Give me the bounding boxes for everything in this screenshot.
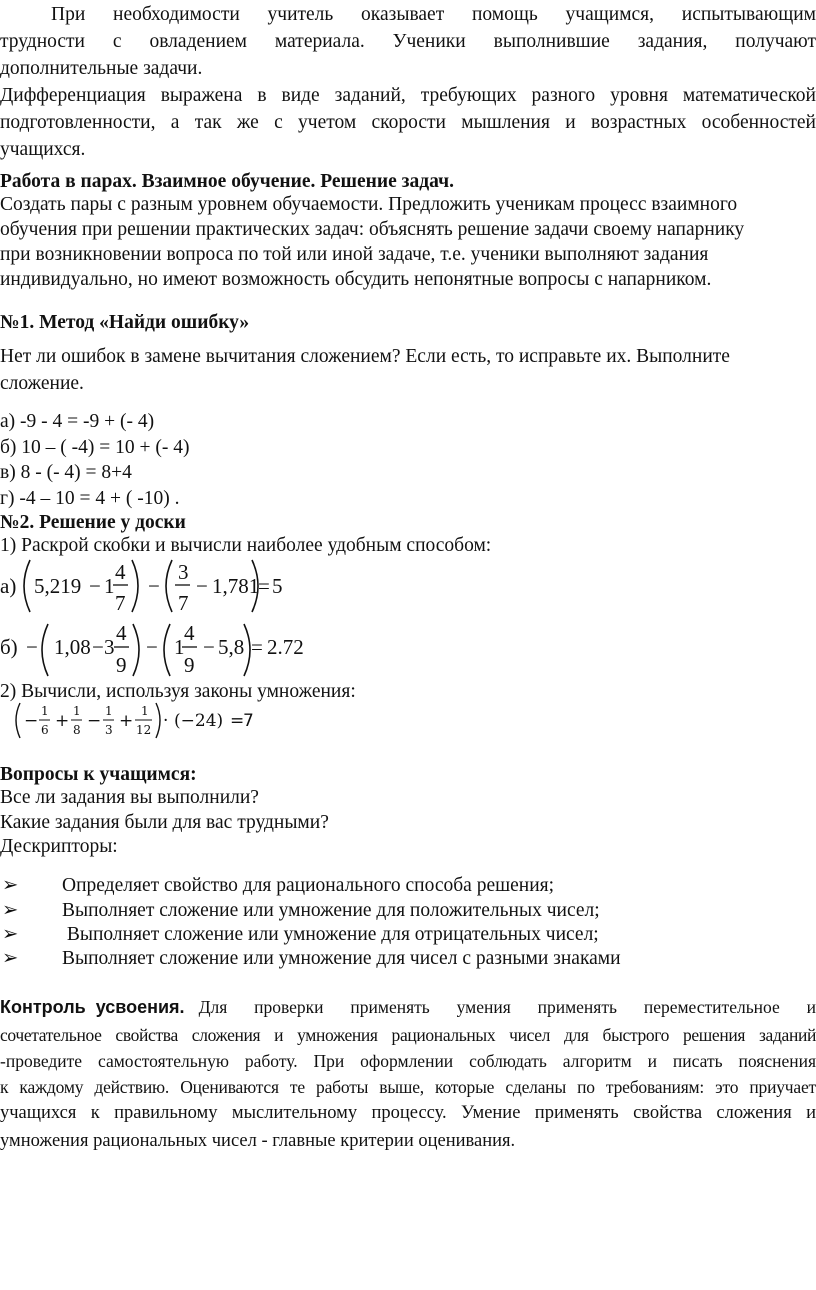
task1-item-a: а) -9 - 4 = -9 + (- 4) <box>0 411 155 432</box>
equation-a-minus-3: − <box>196 574 208 598</box>
equation-c-sign-2: + <box>55 711 70 731</box>
equation-b-frac2-num: 4 <box>184 621 195 645</box>
intro-line-2: трудности с овладением материала. Ученики выполнившие задания, получают <box>0 31 816 52</box>
left-paren-icon <box>166 560 172 612</box>
equation-c-equals: = <box>230 711 245 731</box>
arrow-bullet-icon: ➢ <box>2 948 19 969</box>
equation-a-frac1-den: 7 <box>115 591 126 615</box>
equation-b-result: 2.72 <box>267 635 304 659</box>
equation-c-sign-1: − <box>24 711 39 731</box>
equation-b <box>0 620 816 680</box>
equation-a-minus-2: − <box>148 574 160 598</box>
equation-a-equals: = <box>258 574 270 598</box>
equation-c-t1-den: 6 <box>41 723 49 737</box>
control-line-6: умножения рациональных чисел - главные критерии оценивания. <box>0 1131 516 1151</box>
intro-line-3: дополнительные задачи. <box>0 58 203 79</box>
equation-b-equals: = <box>251 635 263 659</box>
equation-a-number-1: 5,219 <box>34 574 82 598</box>
control-line-3: -проведите самостоятельную работу. При оформлении соблюдать алгоритм и писать пояснения <box>0 1051 816 1071</box>
arrow-bullet-icon: ➢ <box>2 875 19 896</box>
arrow-bullet-icon: ➢ <box>2 900 19 921</box>
control-heading: Контроль усвоения. <box>0 997 185 1017</box>
equation-a-number-2: 1,781 <box>212 574 260 598</box>
equation-b-frac2-den: 9 <box>184 653 195 677</box>
equation-c-t3-num: 1 <box>105 704 113 718</box>
control-line-1: Для проверки применять умения применять переместительное и <box>198 997 816 1017</box>
control-line-2: сочетательное свойства сложения и умножения рациональных чисел для быстрого решения заданий <box>0 1025 816 1045</box>
equation-b-frac1-num: 4 <box>116 621 127 645</box>
task1-question-1: Нет ли ошибок в замене вычитания сложением? Если есть, то исправьте их. Выполните <box>0 346 730 367</box>
equation-c-factor: (−24) <box>174 711 224 731</box>
task1-question-2: сложение. <box>0 373 84 394</box>
task2-subtask-2: 2) Вычисли, используя законы умножения: <box>0 681 356 702</box>
intro-line-4: Дифференциация выражена в виде заданий, требующих разного уровня математической <box>0 85 816 106</box>
questions-item-2: Какие задания были для вас трудными? <box>0 812 329 833</box>
task1-item-b: б) 10 – ( -4) = 10 + (- 4) <box>0 437 190 458</box>
equation-b-number-2: 5,8 <box>218 635 245 659</box>
intro-line-1: При необходимости учитель оказывает помощь учащимся, испытывающим <box>51 4 816 25</box>
pairs-line-3: при возникновении вопроса по той или иной задаче, т.е. ученики выполняют задания <box>0 244 709 265</box>
equation-b-minus-2: − <box>146 635 158 659</box>
right-paren-icon <box>132 560 138 612</box>
equation-a-frac2-den: 7 <box>178 591 189 615</box>
equation-c-sign-3: − <box>87 711 102 731</box>
control-line-4: к каждому действию. Оцениваются те работы выше, которые сделаны по требованиям: это приучает <box>0 1077 816 1097</box>
descriptors-label: Дескрипторы: <box>0 836 118 857</box>
left-paren-icon <box>24 560 30 612</box>
equation-b-lead-minus: − <box>26 635 38 659</box>
task1-item-c: в) 8 - (- 4) = 8+4 <box>0 462 132 483</box>
control-line-1-wrap <box>0 994 816 1020</box>
equation-b-whole-2: 1 <box>174 635 185 659</box>
pairs-line-4: индивидуально, но имеют возможность обсудить непонятные вопросы с напарником. <box>0 269 712 290</box>
task1-item-d: г) -4 – 10 = 4 + ( -10) . <box>0 488 180 509</box>
pairs-heading: Работа в парах. Взаимное обучение. Решение задач. <box>0 171 454 192</box>
descriptor-text: Выполняет сложение или умножение для положительных чисел; <box>62 900 600 921</box>
task2-heading: №2. Решение у доски <box>0 512 186 533</box>
equation-c-t3-den: 3 <box>105 723 113 737</box>
left-paren-icon <box>164 624 170 676</box>
equation-c-result: 7 <box>243 711 254 731</box>
equation-c <box>0 700 816 744</box>
equation-a-label: а) <box>0 574 17 598</box>
pairs-line-1: Создать пары с разным уровнем обучаемости. Предложить ученикам процесс взаимного <box>0 194 738 215</box>
task2-subtask-1: 1) Раскрой скобки и вычисли наиболее удобным способом: <box>0 535 492 556</box>
equation-c-sign-4: + <box>119 711 134 731</box>
equation-c-times: · <box>163 711 169 731</box>
right-paren-icon <box>156 703 160 738</box>
equation-b-frac1-den: 9 <box>116 653 127 677</box>
equation-a-frac1-num: 4 <box>115 560 126 584</box>
equation-b-whole-1: 3 <box>104 635 115 659</box>
equation-b-label: б) <box>0 635 18 659</box>
equation-c-t2-num: 1 <box>73 704 81 718</box>
equation-a-frac2-num: 3 <box>178 560 189 584</box>
questions-item-1: Все ли задания вы выполнили? <box>0 787 259 808</box>
arrow-bullet-icon: ➢ <box>2 924 19 945</box>
equation-c-t4-den: 12 <box>136 723 152 737</box>
control-line-5: учащихся к правильному мыслительному процессу. Умение применять свойства сложения и <box>0 1103 816 1123</box>
questions-heading: Вопросы к учащимся: <box>0 764 197 785</box>
left-paren-icon <box>16 703 20 738</box>
equation-c-t4-num: 1 <box>141 704 149 718</box>
equation-a-whole-1: 1 <box>104 574 115 598</box>
equation-a-result: 5 <box>272 574 283 598</box>
equation-a <box>0 556 816 616</box>
pairs-line-2: обучения при решении практических задач: объяснять решение задачи своему напарнику <box>0 219 745 240</box>
right-paren-icon <box>244 624 250 676</box>
left-paren-icon <box>42 624 48 676</box>
descriptor-text: Выполняет сложение или умножение для отрицательных чисел; <box>62 924 599 945</box>
descriptor-text: Определяет свойство для рационального способа решения; <box>62 875 555 896</box>
equation-b-minus-3: − <box>203 635 215 659</box>
task1-heading: №1. Метод «Найди ошибку» <box>0 312 250 333</box>
equation-a-minus: − <box>89 574 101 598</box>
intro-line-6: учащихся. <box>0 139 86 160</box>
descriptor-text: Выполняет сложение или умножение для чисел с разными знаками <box>62 948 621 969</box>
intro-line-5: подготовленности, а так же с учетом скорости мышления и возрастных особенностей <box>0 112 816 133</box>
right-paren-icon <box>133 624 139 676</box>
equation-b-minus: − <box>92 635 104 659</box>
equation-c-t2-den: 8 <box>73 723 81 737</box>
equation-b-number-1: 1,08 <box>54 635 91 659</box>
equation-c-t1-num: 1 <box>41 704 49 718</box>
